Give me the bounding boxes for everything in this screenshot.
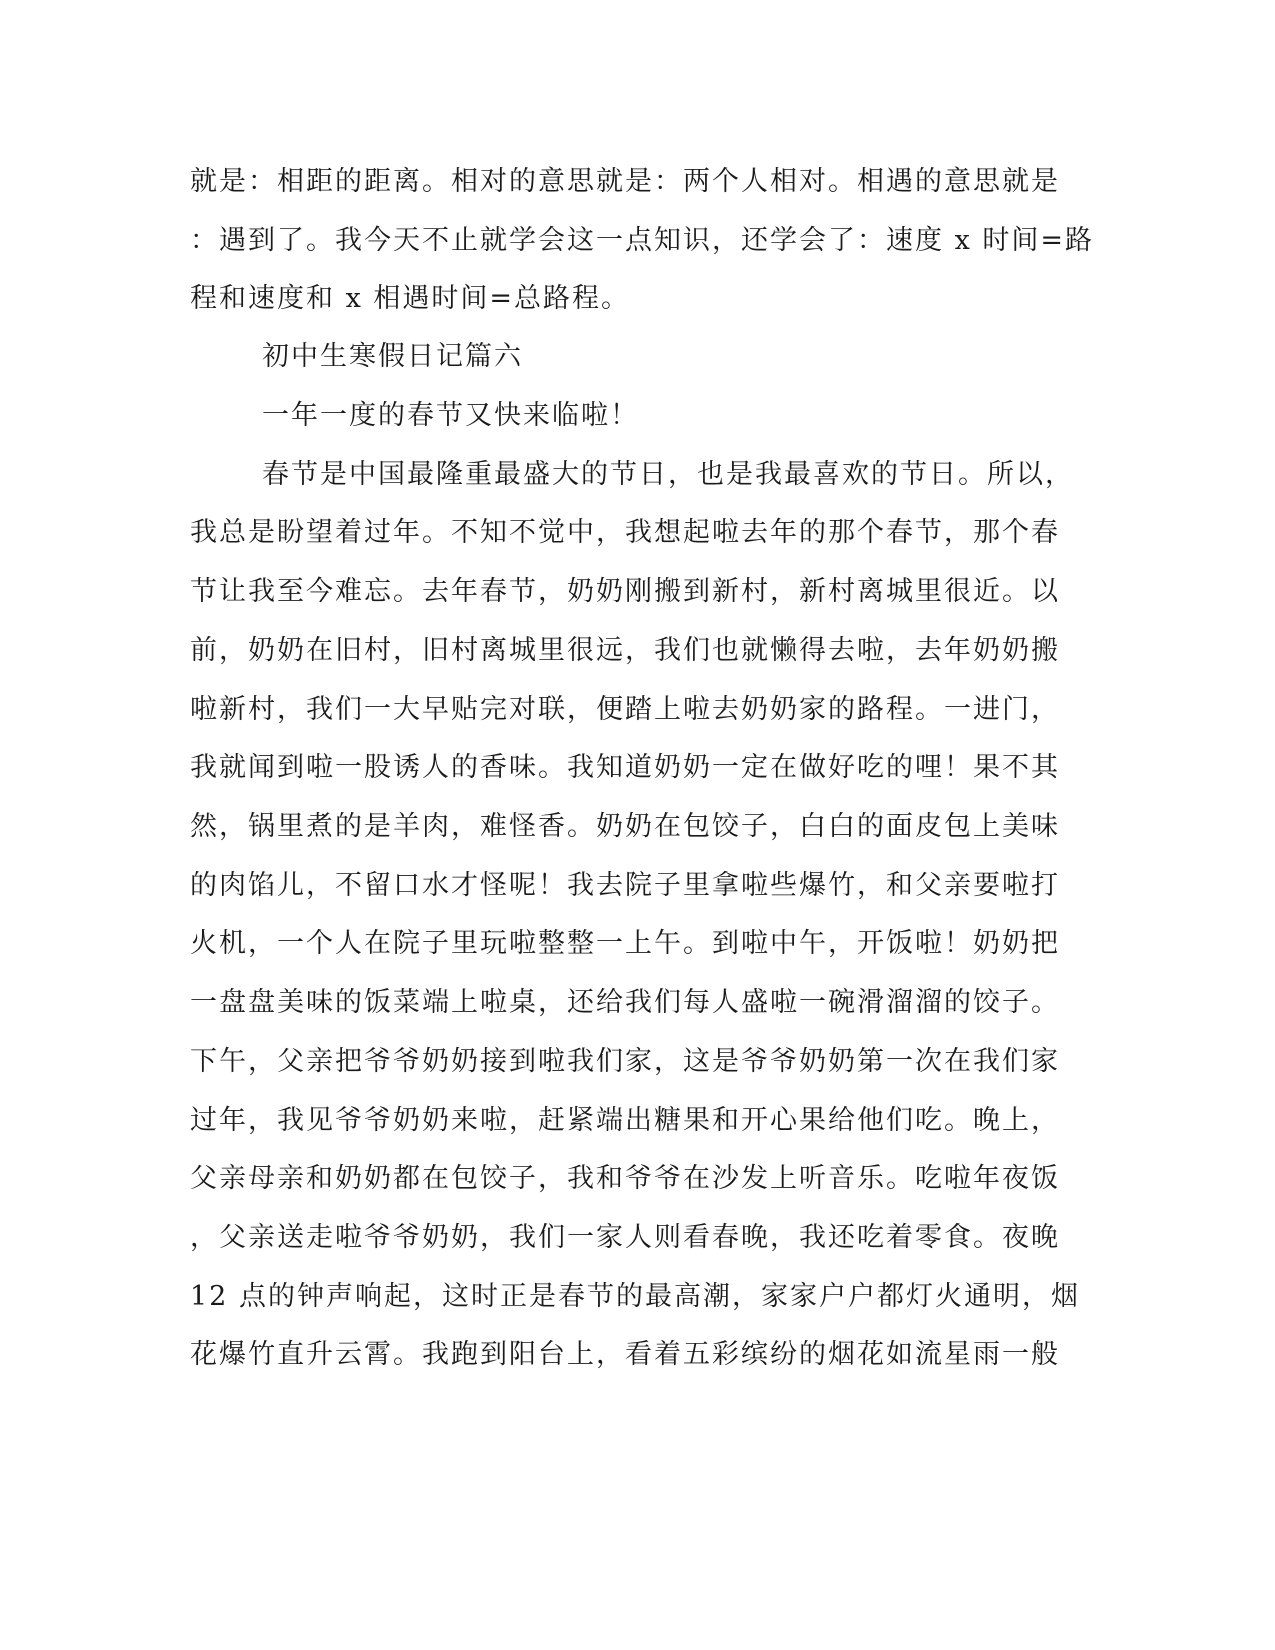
text-line: 前，奶奶在旧村，旧村离城里很远，我们也就懒得去啦，去年奶奶搬 <box>190 635 1060 666</box>
text-line: 我就闻到啦一股诱人的香味。我知道奶奶一定在做好吃的哩！果不其 <box>190 752 1060 783</box>
text-line: 的肉馅儿，不留口水才怪呢！我去院子里拿啦些爆竹，和父亲要啦打 <box>190 870 1060 901</box>
text-line: 父亲母亲和奶奶都在包饺子，我和爷爷在沙发上听音乐。吃啦年夜饭 <box>190 1163 1060 1194</box>
text-line: 程和速度和 x 相遇时间=总路程。 <box>190 283 631 314</box>
text-line: 下午，父亲把爷爷奶奶接到啦我们家，这是爷爷奶奶第一次在我们家 <box>190 1046 1060 1077</box>
section-heading: 初中生寒假日记篇六 <box>262 341 523 372</box>
text-line: 春节是中国最隆重最盛大的节日，也是我最喜欢的节日。所以， <box>262 459 1074 490</box>
text-line: ：遇到了。我今天不止就学会这一点知识，还学会了：速度 x 时间=路 <box>190 225 1095 256</box>
text-line: 一盘盘美味的饭菜端上啦桌，还给我们每人盛啦一碗滑溜溜的饺子。 <box>190 987 1060 1018</box>
text-line: 就是：相距的距离。相对的意思就是：两个人相对。相遇的意思就是 <box>190 166 1060 197</box>
text-line: 节让我至今难忘。去年春节，奶奶刚搬到新村，新村离城里很近。以 <box>190 576 1060 607</box>
text-line: 一年一度的春节又快来临啦！ <box>262 400 639 431</box>
text-line: 然，锅里煮的是羊肉，难怪香。奶奶在包饺子，白白的面皮包上美味 <box>190 811 1060 842</box>
text-line: 火机，一个人在院子里玩啦整整一上午。到啦中午，开饭啦！奶奶把 <box>190 928 1060 959</box>
text-line: 过年，我见爷爷奶奶来啦，赶紧端出糖果和开心果给他们吃。晚上， <box>190 1105 1060 1136</box>
text-line: 花爆竹直升云霄。我跑到阳台上，看着五彩缤纷的烟花如流星雨一般 <box>190 1339 1060 1370</box>
text-line: 啦新村，我们一大早贴完对联，便踏上啦去奶奶家的路程。一进门， <box>190 694 1060 725</box>
text-line: ，父亲送走啦爷爷奶奶，我们一家人则看春晚，我还吃着零食。夜晚 <box>190 1222 1060 1253</box>
text-line: 我总是盼望着过年。不知不觉中，我想起啦去年的那个春节，那个春 <box>190 517 1060 548</box>
text-line: 12 点的钟声响起，这时正是春节的最高潮，家家户户都灯火通明，烟 <box>190 1281 1080 1312</box>
